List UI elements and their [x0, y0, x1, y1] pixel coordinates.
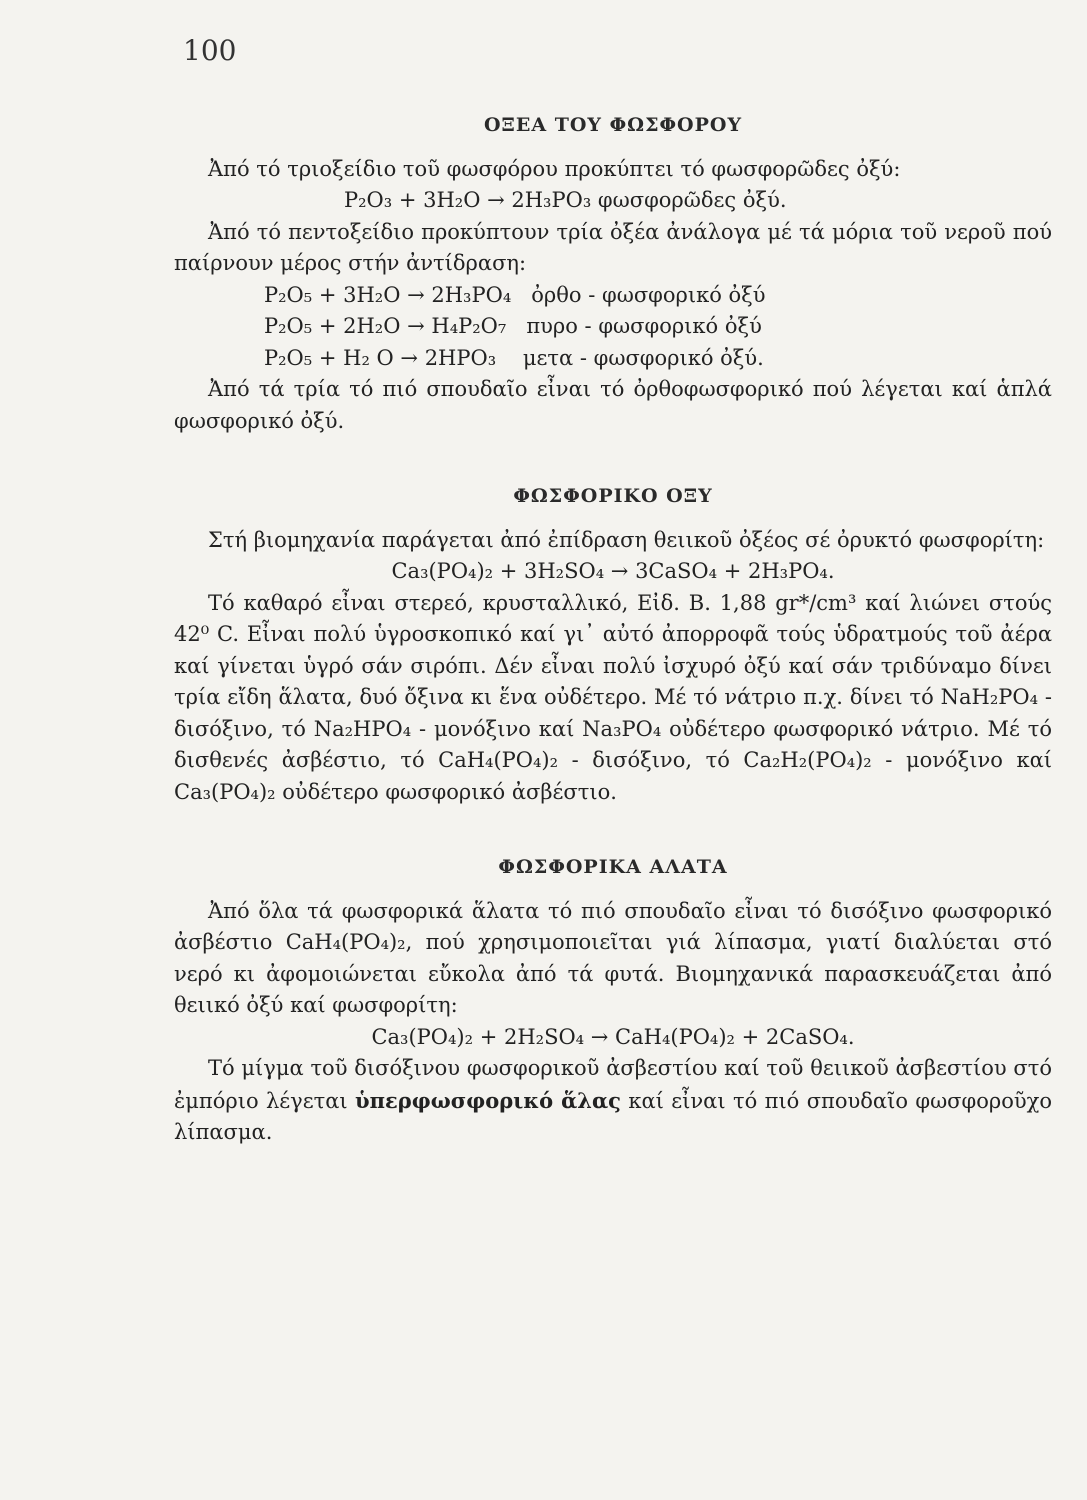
text-run: Τό μίγμα τοῦ δισόξινου φωσφορικοῦ ἀσβεστίου καί τοῦ θειικοῦ ἀσβεστίου στό ἐμπόριο λέγεται [174, 1056, 1052, 1113]
section-title-acids: ΟΞΕΑ ΤΟΥ ΦΩΣΦΟΡΟΥ [483, 114, 743, 136]
text-run: καί εἶναι τό πιό σπουδαῖο φωσφοροῦχο λίπασμα. [174, 1088, 1052, 1144]
paragraph: Ἀπό ὅλα τά φωσφορικά ἅλατα τό πιό σπουδαῖο εἶναι τό δισόξινο φωσφορικό ἀσβέστιο CaH₄(PO₄)₂, πού χρησιμοποιεῖται γιά λίπασμα, γιατί διαλύεται στό νερό κι ἀφομοιώνεται εὔκολα ἀπό τά φυτά. Βιομηχανικά παρασκευάζεται ἀπό θειικό ὀξύ καί φωσφορίτη: [174, 898, 1052, 1017]
paragraph: Ἀπό τό πεντοξείδιο προκύπτουν τρία ὀξέα ἀνάλογα μέ τά μόρια τοῦ νεροῦ πού παίρνουν μέρος στήν ἀντίδραση: [174, 219, 1052, 275]
paragraph: Στή βιομηχανία παράγεται ἀπό ἐπίδραση θειικοῦ ὀξέος σέ ὀρυκτό φωσφορίτη: [208, 527, 1045, 552]
section-title-phosphate-salts: ΦΩΣΦΟΡΙΚΑ ΑΛΑΤΑ [498, 856, 728, 878]
equation: Ca₃(PO₄)₂ + 3H₂SO₄ → 3CaSO₄ + 2H₃PO₄. [391, 559, 835, 583]
equation: P₂O₃ + 3H₂O → 2H₃PO₃ φωσφορῶδες ὀξύ. [344, 188, 787, 212]
paragraph [174, 1053, 1052, 1149]
paragraph: Τό καθαρό εἶναι στερεό, κρυσταλλικό, Εἰδ. Β. 1,88 gr*/cm³ καί λιώνει στούς 42⁰ C. Εἶναι πολύ ὑγροσκοπικό καί γι᾽ αὐτό ἀπορροφᾶ τούς ὑδρατμούς τοῦ ἀέρα καί γίνεται ὑγρό σάν σιρόπι. Δέν εἶναι πολύ ἰσχυρό ὀξύ καί σάν τριδύναμο δίνει τρία εἴδη ἅλατα, δυό ὄξινα κι ἕνα οὐδέτερο. Μέ τό νάτριο π.χ. δίνει τό NaH₂PO₄ - δισόξινο, τό Na₂HPO₄ - μονόξινο καί Na₃PO₄ οὐδέτερο φωσφορικό νάτριο. Μέ τό δισθενές ἀσβέστιο, τό CaH₄(PO₄)₂ - δισόξινο, τό Ca₂H₂(PO₄)₂ - μονόξινο καί Ca₃(PO₄)₂ οὐδέτερο φωσφορικό ἀσβέστιο. [174, 590, 1052, 804]
equation: P₂O₅ + H₂ O → 2HPO₃ μετα - φωσφορικό ὀξύ. [264, 345, 764, 370]
paragraph: Ἀπό τό τριοξείδιο τοῦ φωσφόρου προκύπτει τό φωσφορῶδες ὀξύ: [208, 156, 901, 181]
emphasized-term: ὑπερφωσφορικό ἅλας [355, 1087, 621, 1113]
equation: P₂O₅ + 3H₂O → 2H₃PO₄ ὀρθο - φωσφορικό ὀξύ [264, 282, 766, 307]
page-content [174, 110, 1052, 1149]
page-number: 100 [183, 34, 237, 67]
paragraph: Ἀπό τά τρία τό πιό σπουδαῖο εἶναι τό ὀρθοφωσφορικό πού λέγεται καί ἁπλά φωσφορικό ὀξύ. [174, 377, 1052, 433]
section-title-phosphoric-acid: ΦΩΣΦΟΡΙΚΟ ΟΞΥ [513, 485, 713, 507]
equation: P₂O₅ + 2H₂O → H₄P₂O₇ πυρο - φωσφορικό ὀξύ [264, 314, 762, 338]
equation: Ca₃(PO₄)₂ + 2H₂SO₄ → CaH₄(PO₄)₂ + 2CaSO₄. [371, 1024, 855, 1049]
